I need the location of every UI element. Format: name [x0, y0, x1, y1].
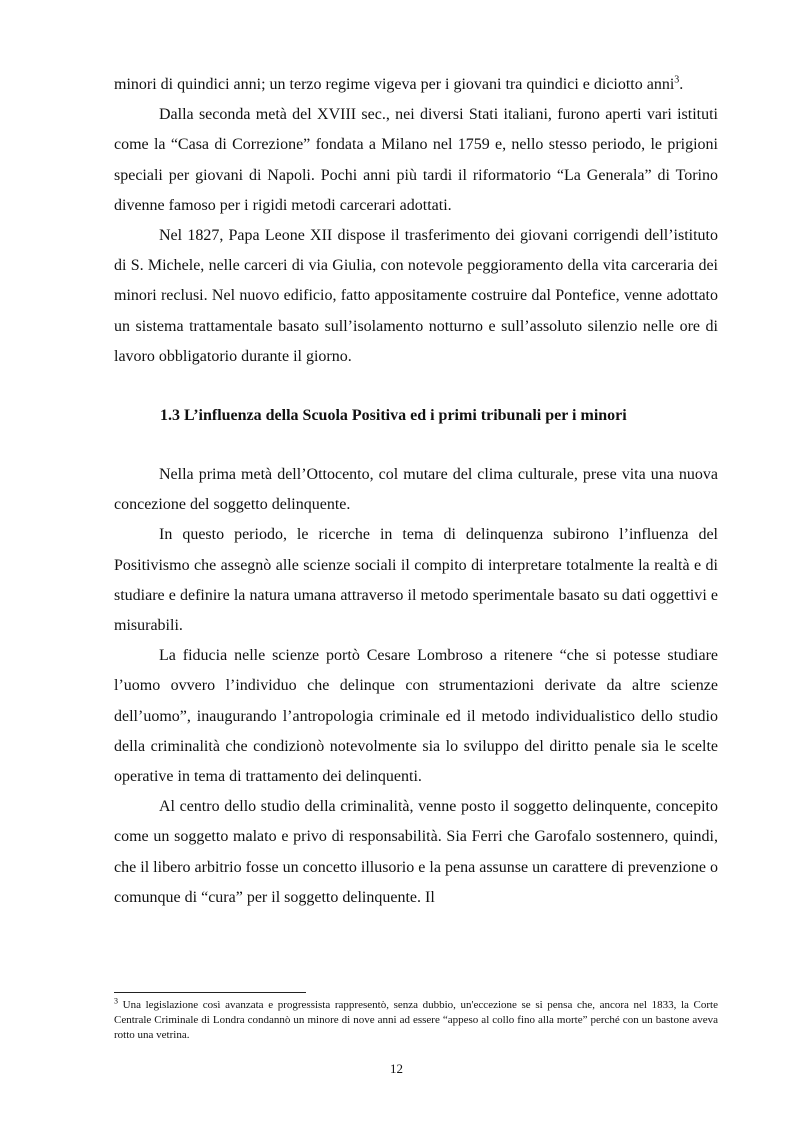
paragraph-7: Al centro dello studio della criminalità, venne posto il soggetto delinquente, concepito come un soggetto malato e privo di responsabilità. Sia Ferri che Garofalo sostennero, quindi, che il libero arbitrio fosse un concetto illusorio e la pena assunse un carattere di prevenzione o comunque di “cura” per il soggetto delinquente. Il	[114, 798, 718, 906]
paragraph-1-end: .	[679, 76, 684, 93]
footnote-3	[114, 998, 718, 1043]
footnote-ref-3[interactable]: 3	[674, 74, 680, 86]
paragraph-1	[114, 70, 718, 100]
page-body	[114, 70, 718, 913]
paragraph-3: Nel 1827, Papa Leone XII dispose il trasferimento dei giovani corrigendi dell’istituto di S. Michele, nelle carceri di via Giulia, con notevole peggioramento della vita carceraria dei minori reclusi. Nel nuovo edificio, fatto appositamente costruire dal Pontefice, venne adottato un sistema trattamentale basato sull’isolamento notturno e sull’assoluto silenzio nelle ore di lavoro obbligatorio durante il giorno.	[114, 227, 718, 365]
footnote-separator	[114, 992, 306, 993]
paragraph-1-text: minori di quindici anni; un terzo regime vigeva per i giovani tra quindici e diciotto anni	[114, 76, 675, 93]
footnote-text: Una legislazione così avanzata e progressista rappresentò, senza dubbio, un'eccezione se si pensa che, ancora nel 1833, la Corte Centrale Criminale di Londra condannò un minore di nove anni ad essere “appeso al collo fino alla morte” perché con un bastone aveva rotto una vetrina.	[114, 999, 718, 1041]
paragraph-4: Nella prima metà dell’Ottocento, col mutare del clima culturale, prese vita una nuova concezione del soggetto delinquente.	[114, 466, 718, 514]
paragraph-5: In questo periodo, le ricerche in tema di delinquenza subirono l’influenza del Positivismo che assegnò alle scienze sociali il compito di interpretare totalmente la realtà e di studiare e definire la natura umana attraverso il metodo sperimentale basato su dati oggettivi e misurabili.	[114, 526, 718, 635]
paragraph-2: Dalla seconda metà del XVIII sec., nei diversi Stati italiani, furono aperti vari istituti come la “Casa di Correzione” fondata a Milano nel 1759 e, nello stesso periodo, le prigioni speciali per giovani di Napoli. Pochi anni più tardi il riformatorio “La Generala” di Torino divenne famoso per i rigidi metodi carcerari adottati.	[114, 106, 718, 214]
page-number: 12	[390, 1061, 403, 1076]
paragraph-6: La fiducia nelle scienze portò Cesare Lombroso a ritenere “che si potesse studiare l’uomo ovvero l’individuo che delinque con strumentazioni derivate da altre scienze dell’uomo”, inaugurando l’antropologia criminale ed il metodo individualistico dello studio della criminalità che condizionò notevolmente sia lo sviluppo del diritto penale sia le scelte operative in tema di trattamento dei delinquenti.	[114, 647, 718, 786]
section-heading: 1.3 L’influenza della Scuola Positiva ed i primi tribunali per i minori	[160, 407, 627, 425]
footnote-number: 3	[114, 996, 118, 1006]
